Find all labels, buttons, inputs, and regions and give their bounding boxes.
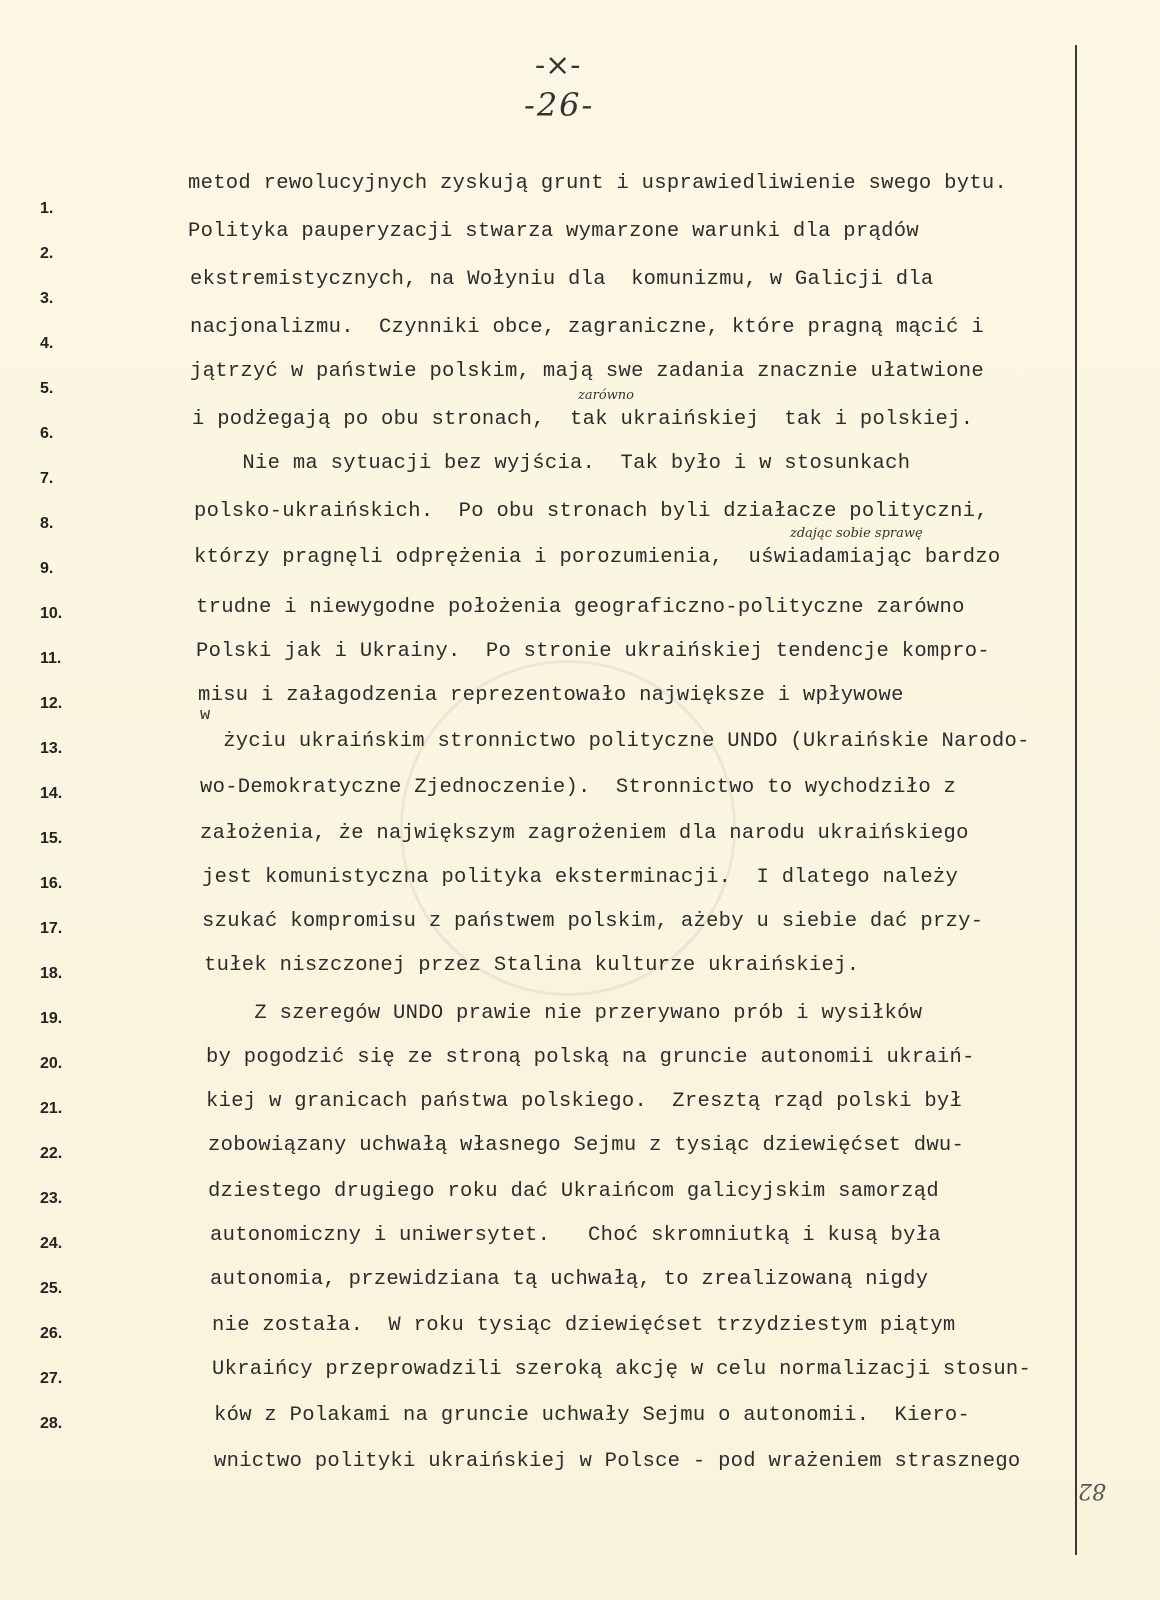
line-number: 4. bbox=[40, 335, 54, 352]
line-number: 7. bbox=[40, 470, 54, 487]
line-number: 6. bbox=[40, 425, 54, 442]
text-line: którzy pragnęli odprężenia i porozumienia, uświadamiając bardzo bbox=[194, 546, 1001, 569]
corner-folio-note: 82 bbox=[1078, 1478, 1106, 1503]
handwritten-insertion: w bbox=[200, 706, 211, 725]
line-number: 11. bbox=[40, 650, 62, 667]
line-number: 16. bbox=[40, 875, 63, 892]
line-number: 1. bbox=[40, 200, 54, 217]
text-line: autonomiczny i uniwersytet. Choć skromniutką i kusą była bbox=[210, 1224, 941, 1247]
text-line: Ukraińcy przeprowadzili szeroką akcję w celu normalizacji stosun- bbox=[212, 1358, 1032, 1381]
page-number: -26- bbox=[524, 86, 595, 124]
line-number: 28. bbox=[40, 1415, 63, 1432]
line-number: 21. bbox=[40, 1100, 63, 1117]
text-line: metod rewolucyjnych zyskują grunt i usprawiedliwienie swego bytu. bbox=[188, 172, 1008, 195]
line-number: 27. bbox=[40, 1370, 63, 1387]
line-number: 14. bbox=[40, 785, 63, 802]
line-number: 10. bbox=[40, 605, 63, 622]
line-number: 8. bbox=[40, 515, 54, 532]
line-number: 22. bbox=[40, 1145, 63, 1162]
line-number: 17. bbox=[40, 920, 63, 937]
text-line: jątrzyć w państwie polskim, mają swe zadania znacznie ułatwione bbox=[190, 360, 984, 383]
text-line: ków z Polakami na gruncie uchwały Sejmu o autonomii. Kiero- bbox=[214, 1404, 971, 1427]
line-number: 26. bbox=[40, 1325, 63, 1342]
text-line: założenia, że największym zagrożeniem dla narodu ukraińskiego bbox=[200, 822, 969, 845]
handwritten-insertion: zdając sobie sprawę bbox=[790, 526, 923, 541]
text-line: tułek niszczonej przez Stalina kulturze ukraińskiej. bbox=[204, 954, 860, 977]
line-number: 23. bbox=[40, 1190, 63, 1207]
text-line: nie została. W roku tysiąc dziewięćset trzydziestym piątym bbox=[212, 1314, 956, 1337]
text-line: szukać kompromisu z państwem polskim, ażeby u siebie dać przy- bbox=[202, 910, 984, 933]
text-line: misu i załagodzenia reprezentowało największe i wpływowe bbox=[198, 684, 904, 707]
handwritten-insertion: zarówno bbox=[578, 388, 634, 403]
line-number: 19. bbox=[40, 1010, 63, 1027]
text-line: nacjonalizmu. Czynniki obce, zagraniczne, które pragną mącić i bbox=[190, 316, 984, 339]
text-line: życiu ukraińskim stronnictwo polityczne UNDO (Ukraińskie Narodo- bbox=[198, 730, 1030, 753]
text-line: Z szeregów UNDO prawie nie przerywano prób i wysiłków bbox=[204, 1002, 923, 1025]
text-line: autonomia, przewidziana tą uchwałą, to zrealizowaną nigdy bbox=[210, 1268, 929, 1291]
text-line: i podżegają po obu stronach, tak ukraińskiej tak i polskiej. bbox=[192, 408, 974, 431]
line-number: 2. bbox=[40, 245, 54, 262]
line-number: 24. bbox=[40, 1235, 63, 1252]
text-line: jest komunistyczna polityka eksterminacji. I dlatego należy bbox=[202, 866, 959, 889]
line-number: 25. bbox=[40, 1280, 63, 1297]
text-line: Polityka pauperyzacji stwarza wymarzone warunki dla prądów bbox=[188, 220, 919, 243]
top-mark: -×- bbox=[535, 48, 581, 83]
line-number: 20. bbox=[40, 1055, 63, 1072]
text-line: dziestego drugiego roku dać Ukraińcom galicyjskim samorząd bbox=[208, 1180, 939, 1203]
line-number: 13. bbox=[40, 740, 63, 757]
text-line: trudne i niewygodne położenia geograficzno-polityczne zarówno bbox=[196, 596, 965, 619]
line-number: 3. bbox=[40, 290, 54, 307]
line-number: 5. bbox=[40, 380, 54, 397]
text-line: by pogodzić się ze stroną polską na gruncie autonomii ukraiń- bbox=[206, 1046, 975, 1069]
text-line: Polski jak i Ukrainy. Po stronie ukraińskiej tendencje kompro- bbox=[196, 640, 990, 663]
text-line: ekstremistycznych, na Wołyniu dla komunizmu, w Galicji dla bbox=[190, 268, 934, 291]
text-line: wnictwo polityki ukraińskiej w Polsce - pod wrażeniem strasznego bbox=[214, 1450, 1021, 1473]
text-line: wo-Demokratyczne Zjednoczenie). Stronnictwo to wychodziło z bbox=[200, 776, 957, 799]
text-line: polsko-ukraińskich. Po obu stronach byli działacze polityczni, bbox=[194, 500, 988, 523]
text-line: Nie ma sytuacji bez wyjścia. Tak było i w stosunkach bbox=[192, 452, 911, 475]
line-number: 9. bbox=[40, 560, 54, 577]
line-number: 12. bbox=[40, 695, 63, 712]
text-line: zobowiązany uchwałą własnego Sejmu z tysiąc dziewięćset dwu- bbox=[208, 1134, 965, 1157]
line-number: 18. bbox=[40, 965, 63, 982]
text-line: kiej w granicach państwa polskiego. Zresztą rząd polski był bbox=[206, 1090, 963, 1113]
line-number: 15. bbox=[40, 830, 63, 847]
